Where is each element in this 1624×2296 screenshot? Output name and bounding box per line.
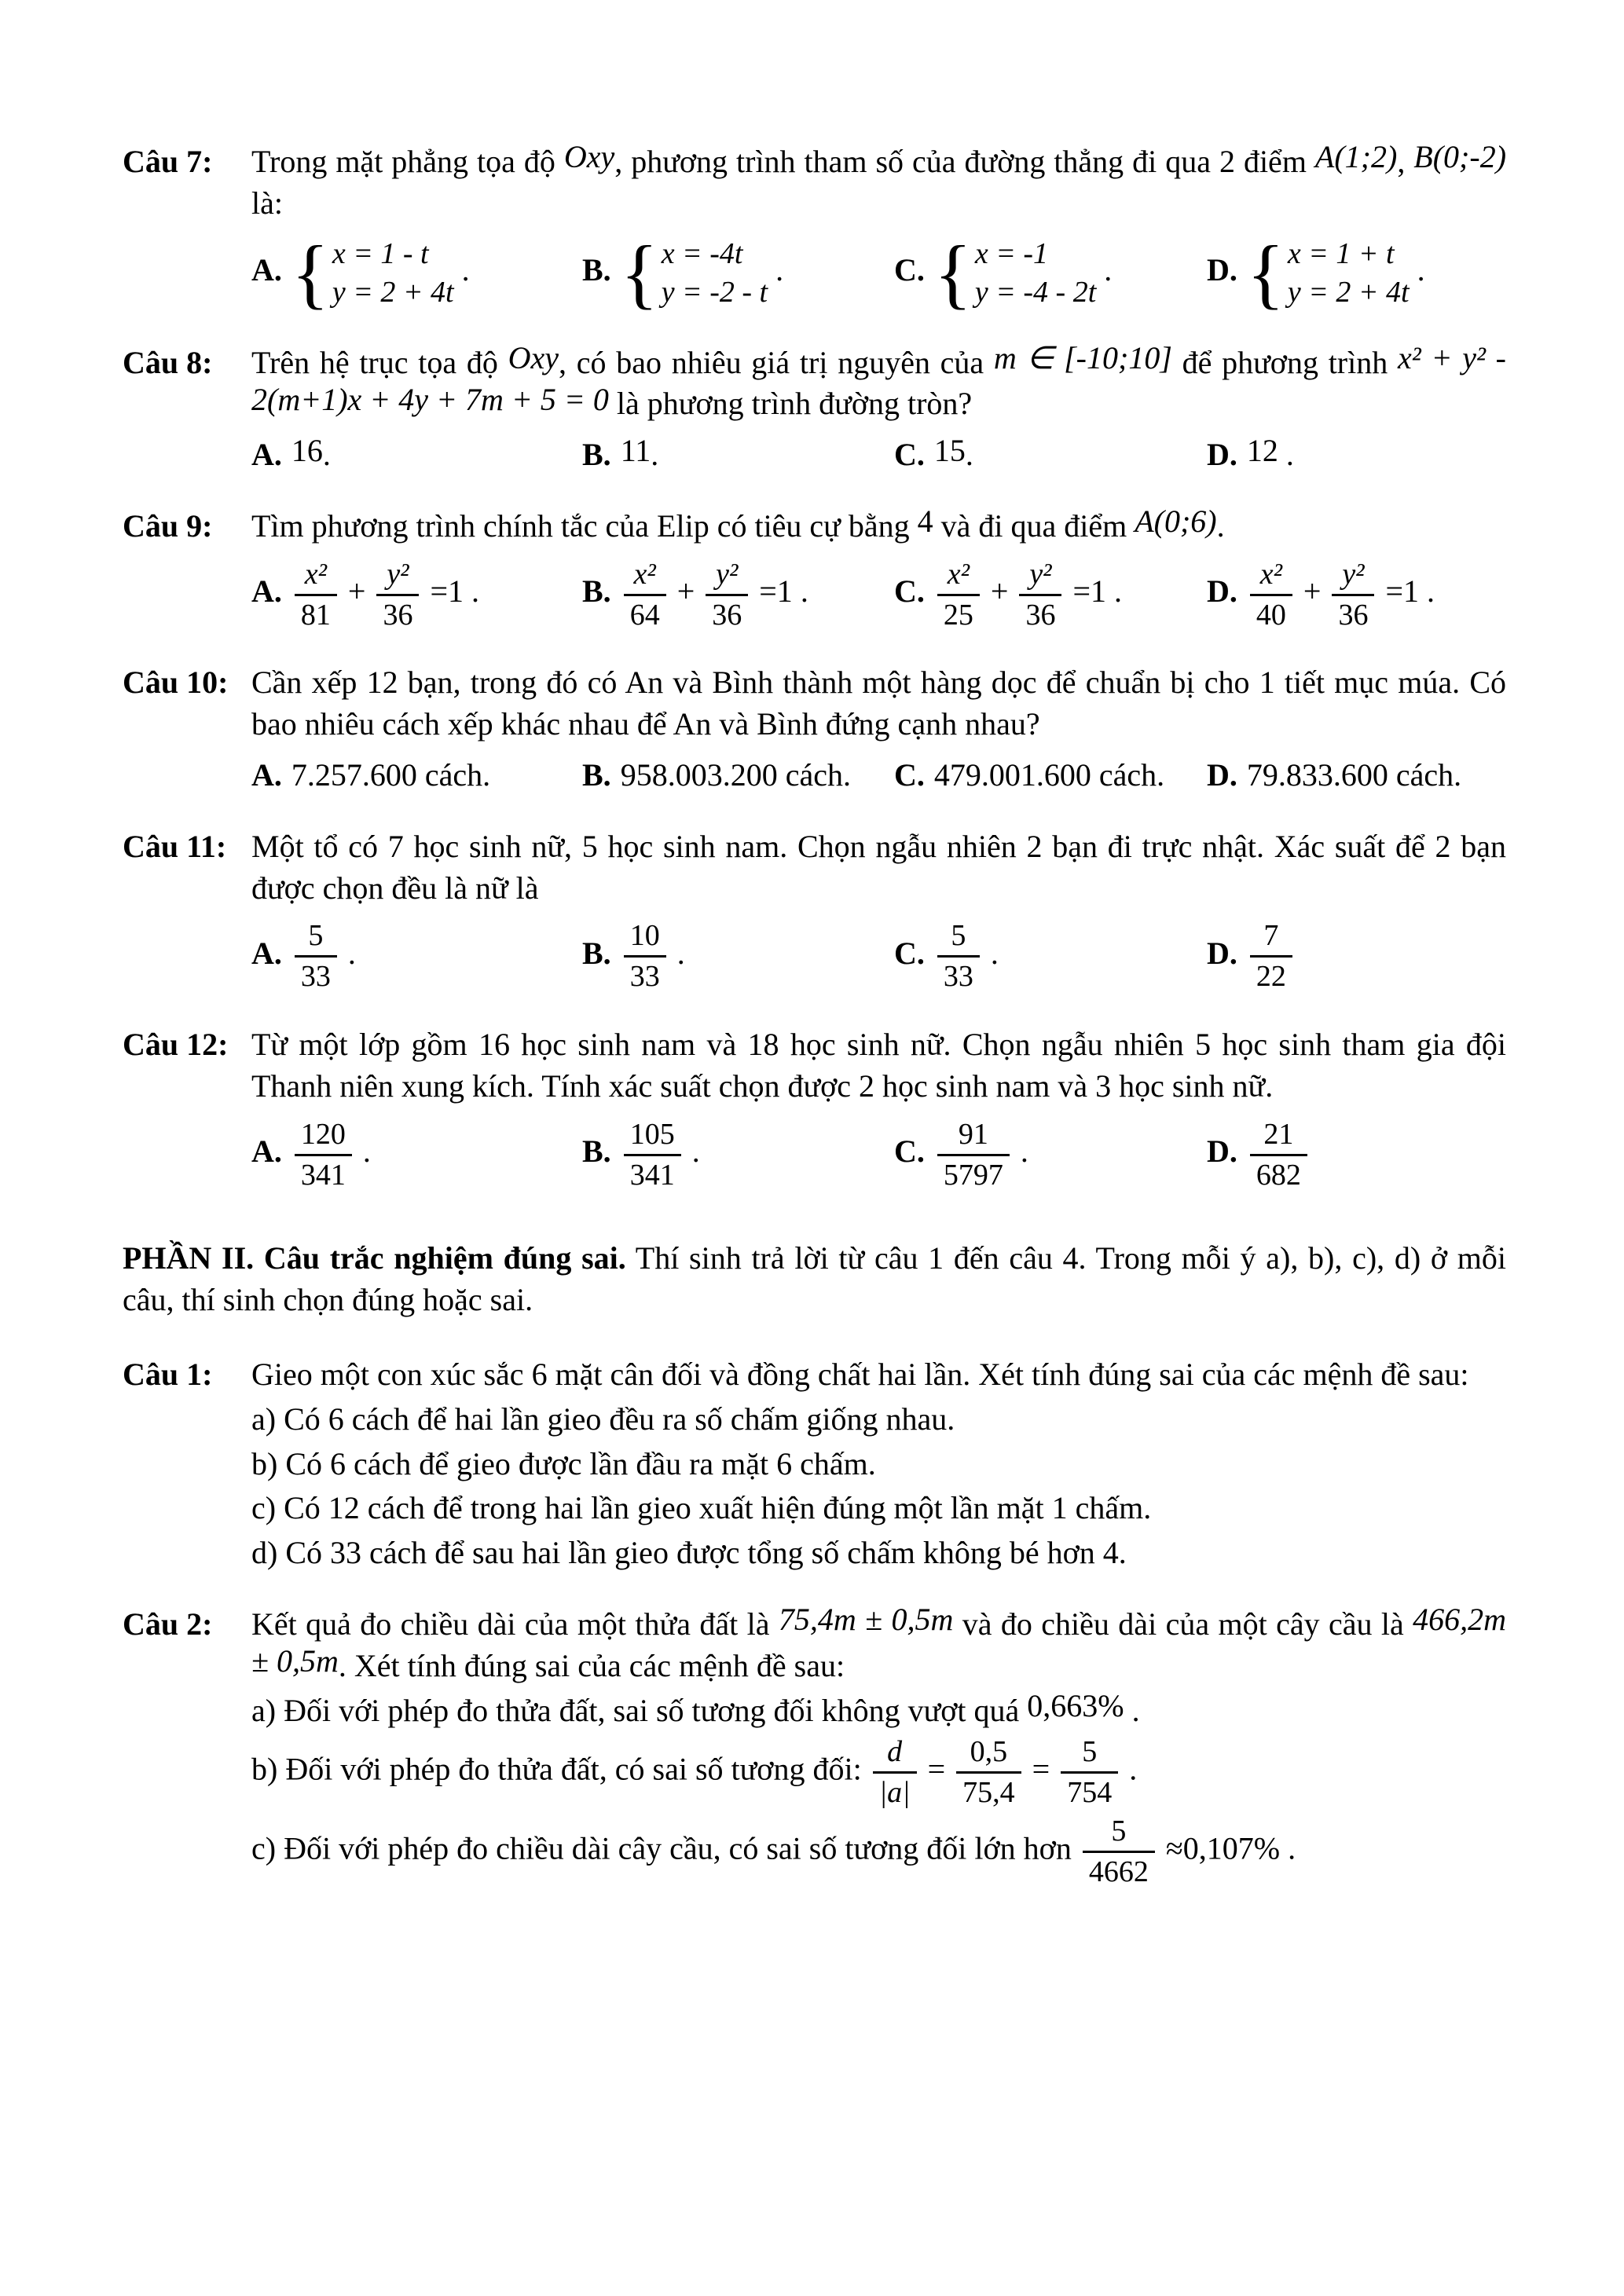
answer-content: [1246, 229, 1425, 317]
answer-letter: B.: [582, 573, 611, 610]
answer-letter: D.: [1207, 935, 1237, 971]
text-run: Cần xếp 12 bạn, trong đó có An và Bình thành một hàng dọc để chuẩn bị cho 1 tiết mục múa. Có bao nhiêu cách xếp khác nhau để An và Bình đứng cạnh nhau?: [251, 665, 1506, 742]
answer-row: [251, 755, 1506, 796]
text-run: , có bao nhiêu giá trị nguyên của: [559, 344, 994, 380]
text-run: .: [453, 251, 470, 287]
fraction: [1019, 557, 1061, 633]
text-run: 7.257.600 cách.: [291, 757, 491, 793]
answer-content: [1247, 1117, 1311, 1192]
text-run: .: [982, 935, 999, 971]
fraction-numerator: 5: [1061, 1734, 1118, 1774]
fraction-denominator: 341: [300, 1158, 346, 1192]
text-run: Tìm phương trình chính tắc của Elip có tiêu cự bằng: [251, 507, 918, 544]
text-run: để phương trình: [1171, 344, 1398, 380]
text-run: +: [339, 573, 374, 610]
fraction-numerator: d: [873, 1734, 917, 1774]
inline-math: m ∈ [-10;10]: [993, 340, 1172, 375]
fraction-denominator: |a|: [878, 1776, 911, 1810]
fraction-numerator: x²: [1250, 557, 1292, 596]
answer-content: [291, 433, 331, 473]
text-run: là:: [251, 185, 283, 221]
fraction-numerator: x²: [624, 557, 666, 596]
text-run: và đi qua điểm: [933, 507, 1135, 544]
statement-list: [251, 1687, 1506, 1890]
fraction-numerator: 91: [937, 1117, 1010, 1156]
question-body: [251, 1604, 1506, 1687]
fraction-denominator: 33: [300, 960, 331, 994]
answer-row: [251, 229, 1506, 317]
fraction-denominator: 75,4: [962, 1776, 1015, 1810]
fraction: [1061, 1734, 1118, 1811]
answer-option: [251, 229, 582, 317]
fraction: [295, 557, 337, 633]
text-run: b) Có 6 cách để gieo được lần đầu ra mặt 6 chấm.: [251, 1445, 876, 1481]
answer-letter: C.: [894, 251, 925, 287]
text-run: 479.001.600 cách.: [933, 757, 1165, 793]
system-line: x = 1 - t: [332, 236, 429, 270]
answer-content: [621, 1117, 700, 1192]
equation-system: [1246, 229, 1410, 317]
equation-system: [291, 229, 454, 317]
answer-letter: C.: [894, 573, 925, 610]
text-run: +: [982, 573, 1017, 610]
text-run: c) Đối với phép đo chiều dài cây cầu, có sai số tương đối lớn hơn: [251, 1830, 1080, 1866]
fraction: [706, 557, 748, 633]
system-line: y = -2 - t: [661, 275, 768, 309]
answer-option: [1207, 755, 1506, 796]
question-body: [251, 1354, 1506, 1396]
brace-glyph: {: [620, 229, 658, 317]
text-run: d) Có 33 cách để sau hai lần gieo được tổng số chấm không bé hơn 4.: [251, 1535, 1127, 1571]
question-content: [251, 139, 1507, 317]
text-run: .: [669, 935, 685, 971]
answer-letter: B.: [582, 251, 611, 287]
fraction-denominator: 36: [1025, 598, 1056, 632]
answer-option: [894, 918, 1207, 994]
fraction-numerator: y²: [706, 557, 748, 596]
equation-system: [933, 229, 1097, 317]
inline-math: 75,4m ± 0,5m: [778, 1602, 954, 1638]
answer-content: [291, 557, 480, 632]
fraction-numerator: 5: [295, 918, 337, 958]
text-run: =1: [751, 573, 793, 610]
inline-math: Oxy: [563, 139, 615, 175]
text-run: ,: [1397, 144, 1414, 179]
fraction-denominator: 5797: [943, 1158, 1003, 1192]
answer-content: [291, 1117, 371, 1192]
text-run: +: [1295, 573, 1329, 610]
text-run: .: [354, 1133, 371, 1170]
fraction-numerator: 120: [295, 1117, 352, 1156]
question-label: Câu 12:: [123, 1027, 229, 1063]
answer-letter: A.: [251, 757, 282, 793]
fraction-denominator: 40: [1256, 598, 1286, 632]
fraction-denominator: 754: [1067, 1776, 1113, 1810]
text-run: Thí sinh trả lời từ câu 1 đến câu 4. Trong mỗi ý a), b), c), d) ở mỗi câu, thí sinh chọn đúng hoặc sai.: [123, 1240, 1506, 1318]
question-label: Câu 2:: [123, 1606, 213, 1642]
text-run: Gieo một con xúc sắc 6 mặt cân đối và đồng chất hai lần. Xét tính đúng sai của các mệnh đề sau:: [251, 1356, 1469, 1392]
answer-option: [251, 755, 582, 796]
question-body: [251, 1024, 1506, 1108]
fraction-denominator: 81: [300, 598, 331, 632]
answer-option: [251, 557, 582, 633]
answer-option: [894, 557, 1207, 633]
answer-letter: D.: [1207, 757, 1237, 793]
inline-math: 466,2m ± 0,5m: [251, 1602, 1507, 1679]
system-lines: [975, 235, 1096, 311]
answer-content: [620, 229, 784, 317]
answer-content: [291, 919, 356, 994]
brace-glyph: {: [933, 229, 972, 317]
fraction: [624, 557, 666, 633]
part2-question-2: [123, 1604, 1506, 1890]
text-run: .: [965, 437, 973, 473]
question-8: [123, 342, 1506, 476]
equation-system: [620, 229, 768, 317]
text-run: .: [1124, 1692, 1140, 1728]
text-run: =: [919, 1751, 954, 1787]
question-label: Câu 11:: [123, 828, 227, 864]
fraction-denominator: 25: [943, 598, 973, 632]
question-label: Câu 8:: [123, 344, 213, 380]
text-run: . Xét tính đúng sai của các mệnh đề sau:: [338, 1647, 845, 1683]
part2-question-1: [123, 1354, 1506, 1574]
answer-letter: D.: [1207, 437, 1237, 473]
statement-list: [251, 1399, 1506, 1574]
brace-glyph: {: [1246, 229, 1285, 317]
question-label: Câu 1:: [123, 1356, 213, 1392]
text-run: .: [1216, 507, 1225, 544]
inline-math: 16: [291, 432, 323, 468]
text-run: và đo chiều dài của một cây cầu là: [953, 1606, 1413, 1642]
answer-letter: A.: [251, 935, 282, 971]
question-content: [251, 1604, 1506, 1890]
fraction-numerator: 7: [1250, 918, 1292, 958]
system-lines: [1288, 235, 1410, 311]
text-run: .: [464, 573, 480, 610]
answer-letter: A.: [251, 573, 282, 610]
answer-content: [1247, 433, 1294, 473]
text-run: .: [651, 437, 659, 473]
answer-content: [934, 433, 973, 473]
text-run: =1: [1377, 573, 1420, 610]
fraction: [937, 1117, 1010, 1193]
question-content: [251, 826, 1506, 994]
fraction-numerator: y²: [1332, 557, 1374, 596]
text-run: .: [792, 573, 808, 610]
text-run: =1: [422, 573, 464, 610]
question-body: [251, 826, 1506, 910]
question-label: Câu 10:: [123, 665, 229, 701]
fraction: [376, 557, 419, 633]
fraction-denominator: 33: [629, 960, 660, 994]
answer-letter: D.: [1207, 251, 1237, 287]
fraction: [624, 918, 666, 994]
fraction: [1250, 1117, 1307, 1193]
part1-multiple-choice-section: [123, 141, 1506, 1192]
answer-row: [251, 1117, 1506, 1193]
inline-math: A(0;6): [1135, 504, 1217, 540]
fraction-numerator: y²: [376, 557, 419, 596]
fraction-denominator: 64: [629, 598, 660, 632]
answer-option: [582, 918, 894, 994]
answer-row: [251, 434, 1506, 476]
answer-option: [894, 434, 1207, 476]
text-run: .: [1121, 1751, 1138, 1787]
question-body: [251, 342, 1506, 426]
fraction-numerator: x²: [937, 557, 980, 596]
question-body: [251, 506, 1506, 547]
fraction-numerator: 5: [937, 918, 980, 958]
answer-content: [934, 557, 1123, 632]
answer-content: [621, 757, 851, 793]
answer-letter: C.: [894, 1133, 925, 1170]
answer-content: [934, 1117, 1028, 1192]
inline-math: 0,663%: [1027, 1687, 1124, 1723]
statement-item: [251, 1532, 1506, 1574]
question-label: Câu 9:: [123, 507, 213, 544]
fraction: [873, 1734, 917, 1811]
answer-letter: A.: [251, 251, 282, 287]
answer-letter: C.: [894, 935, 925, 971]
question-body: [251, 141, 1506, 225]
bold-run: PHẦN II. Câu trắc nghiệm đúng sai.: [123, 1240, 626, 1276]
answer-letter: A.: [251, 1133, 282, 1170]
fraction-numerator: 5: [1083, 1814, 1155, 1853]
answer-letter: A.: [251, 437, 282, 473]
answer-row: [251, 557, 1506, 633]
answer-content: [933, 229, 1113, 317]
answer-option: [1207, 1117, 1506, 1193]
system-lines: [332, 235, 454, 311]
fraction-denominator: 33: [943, 960, 973, 994]
text-run: .: [1280, 1830, 1296, 1866]
part2-heading: [123, 1238, 1506, 1321]
fraction: [295, 1117, 352, 1193]
inline-math: B(0;-2): [1413, 139, 1507, 175]
fraction: [937, 918, 980, 994]
answer-content: [1247, 919, 1296, 994]
fraction: [624, 1117, 681, 1193]
statement-item: [251, 1488, 1506, 1529]
question-content: [251, 1354, 1506, 1574]
text-run: c) Có 12 cách để trong hai lần gieo xuất hiện đúng một lần mặt 1 chấm.: [251, 1490, 1152, 1526]
answer-option: [582, 434, 894, 476]
system-line: y = 2 + 4t: [1287, 275, 1410, 309]
inline-math: A(1;2): [1314, 139, 1398, 175]
system-line: x = -1: [974, 236, 1049, 270]
text-run: Trong mặt phẳng tọa độ: [251, 144, 564, 179]
text-run: 958.003.200 cách.: [620, 757, 851, 793]
question-content: [251, 1024, 1506, 1192]
text-run: ≈0,107%: [1157, 1830, 1281, 1866]
fraction-denominator: 36: [383, 598, 413, 632]
text-run: .: [768, 251, 784, 287]
statement-item: [251, 1814, 1506, 1890]
fraction: [1250, 557, 1292, 633]
answer-content: [291, 757, 490, 793]
answer-option: [251, 1117, 582, 1193]
answer-content: [621, 557, 808, 632]
answer-content: [934, 757, 1164, 793]
text-run: a) Có 6 cách để hai lần gieo đều ra số chấm giống nhau.: [251, 1401, 955, 1437]
system-line: y = -4 - 2t: [974, 275, 1097, 309]
fraction-denominator: 341: [629, 1158, 675, 1192]
answer-option: [251, 918, 582, 994]
answer-letter: B.: [582, 757, 611, 793]
inline-math: x² + y² - 2(m+1)x + 4y + 7m + 5 = 0: [251, 340, 1506, 417]
brace-glyph: {: [291, 229, 329, 317]
statement-item: [251, 1399, 1506, 1441]
text-run: Trên hệ trục tọa độ: [251, 344, 508, 380]
inline-math: 4: [917, 504, 933, 540]
fraction-numerator: x²: [295, 557, 337, 596]
question-label: Câu 7:: [123, 144, 213, 179]
answer-content: [1247, 757, 1461, 793]
statement-item: [251, 1444, 1506, 1485]
text-run: .: [684, 1133, 700, 1170]
question-content: [251, 342, 1506, 476]
fraction-numerator: 21: [1250, 1117, 1307, 1156]
answer-option: [251, 434, 582, 476]
answer-content: [1247, 557, 1435, 632]
system-line: y = 2 + 4t: [332, 275, 454, 309]
answer-option: [582, 557, 894, 633]
question-9: [123, 506, 1506, 632]
fraction-denominator: 4662: [1088, 1855, 1149, 1888]
text-run: 79.833.600 cách.: [1246, 757, 1462, 793]
text-run: .: [1409, 251, 1425, 287]
answer-option: [582, 755, 894, 796]
fraction: [1332, 557, 1374, 633]
answer-letter: D.: [1207, 1133, 1237, 1170]
answer-option: [1207, 918, 1506, 994]
answer-letter: D.: [1207, 573, 1237, 610]
answer-content: [621, 919, 685, 994]
text-run: a) Đối với phép đo thửa đất, sai số tương đối không vượt quá: [251, 1692, 1028, 1728]
inline-math: Oxy: [508, 340, 559, 375]
text-run: Một tổ có 7 học sinh nữ, 5 học sinh nam. Chọn ngẫu nhiên 2 bạn đi trực nhật. Xác suất để 2 bạn được chọn đều là nữ là: [251, 828, 1506, 906]
statement-item: [251, 1687, 1506, 1732]
fraction-denominator: 682: [1256, 1158, 1301, 1192]
answer-option: [1207, 557, 1506, 633]
text-run: , phương trình tham số của đường thẳng đi qua 2 điểm: [614, 144, 1315, 179]
question-body: [251, 662, 1506, 745]
fraction-numerator: 10: [624, 918, 666, 958]
fraction-numerator: y²: [1019, 557, 1061, 596]
text-run: =1: [1065, 573, 1107, 610]
fraction: [1083, 1814, 1155, 1890]
answer-option: [1207, 229, 1506, 317]
answer-row: [251, 918, 1506, 994]
question-content: [251, 662, 1506, 796]
answer-option: [894, 1117, 1207, 1193]
text-run: =: [1024, 1751, 1058, 1787]
fraction-denominator: 36: [1338, 598, 1369, 632]
fraction: [1250, 918, 1292, 994]
statement-item: [251, 1734, 1506, 1811]
inline-math: 12: [1246, 432, 1278, 468]
text-run: .: [1012, 1133, 1028, 1170]
inline-math: 11: [620, 432, 651, 468]
answer-content: [621, 433, 659, 473]
text-run: .: [1096, 251, 1113, 287]
text-run: +: [669, 573, 703, 610]
text-run: .: [1419, 573, 1435, 610]
text-run: .: [322, 437, 331, 473]
fraction: [295, 918, 337, 994]
text-run: b) Đối với phép đo thửa đất, có sai số tương đối:: [251, 1751, 870, 1787]
question-7: [123, 139, 1507, 317]
fraction: [937, 557, 980, 633]
text-run: Kết quả đo chiều dài của một thửa đất là: [251, 1606, 779, 1642]
answer-option: [582, 1117, 894, 1193]
answer-letter: B.: [582, 935, 611, 971]
answer-content: [934, 919, 999, 994]
answer-option: [894, 229, 1207, 317]
text-run: .: [1106, 573, 1123, 610]
system-line: x = 1 + t: [1287, 236, 1395, 270]
fraction: [956, 1734, 1021, 1811]
fraction-numerator: 0,5: [956, 1734, 1021, 1774]
answer-letter: C.: [894, 757, 925, 793]
text-run: .: [339, 935, 356, 971]
question-11: [123, 826, 1506, 994]
answer-letter: C.: [894, 437, 925, 473]
text-run: là phương trình đường tròn?: [608, 386, 973, 422]
fraction-denominator: 36: [712, 598, 742, 632]
text-run: Từ một lớp gồm 16 học sinh nam và 18 học sinh nữ. Chọn ngẫu nhiên 5 học sinh tham gia đội Thanh niên xung kích. Tính xác suất chọn được 2 học sinh nam và 3 học sinh nữ.: [251, 1027, 1506, 1104]
answer-letter: B.: [582, 437, 611, 473]
question-content: [251, 506, 1506, 632]
answer-content: [291, 229, 470, 317]
text-run: .: [1278, 437, 1294, 473]
question-10: [123, 662, 1506, 796]
fraction-denominator: 22: [1256, 960, 1286, 994]
system-line: x = -4t: [661, 236, 743, 270]
system-lines: [662, 235, 768, 311]
question-12: [123, 1024, 1506, 1192]
fraction-numerator: 105: [624, 1117, 681, 1156]
inline-math: 15: [933, 432, 966, 468]
answer-option: [582, 229, 894, 317]
answer-option: [1207, 434, 1506, 476]
part2-true-false-section: [123, 1354, 1506, 1890]
answer-letter: B.: [582, 1133, 611, 1170]
answer-option: [894, 755, 1207, 796]
